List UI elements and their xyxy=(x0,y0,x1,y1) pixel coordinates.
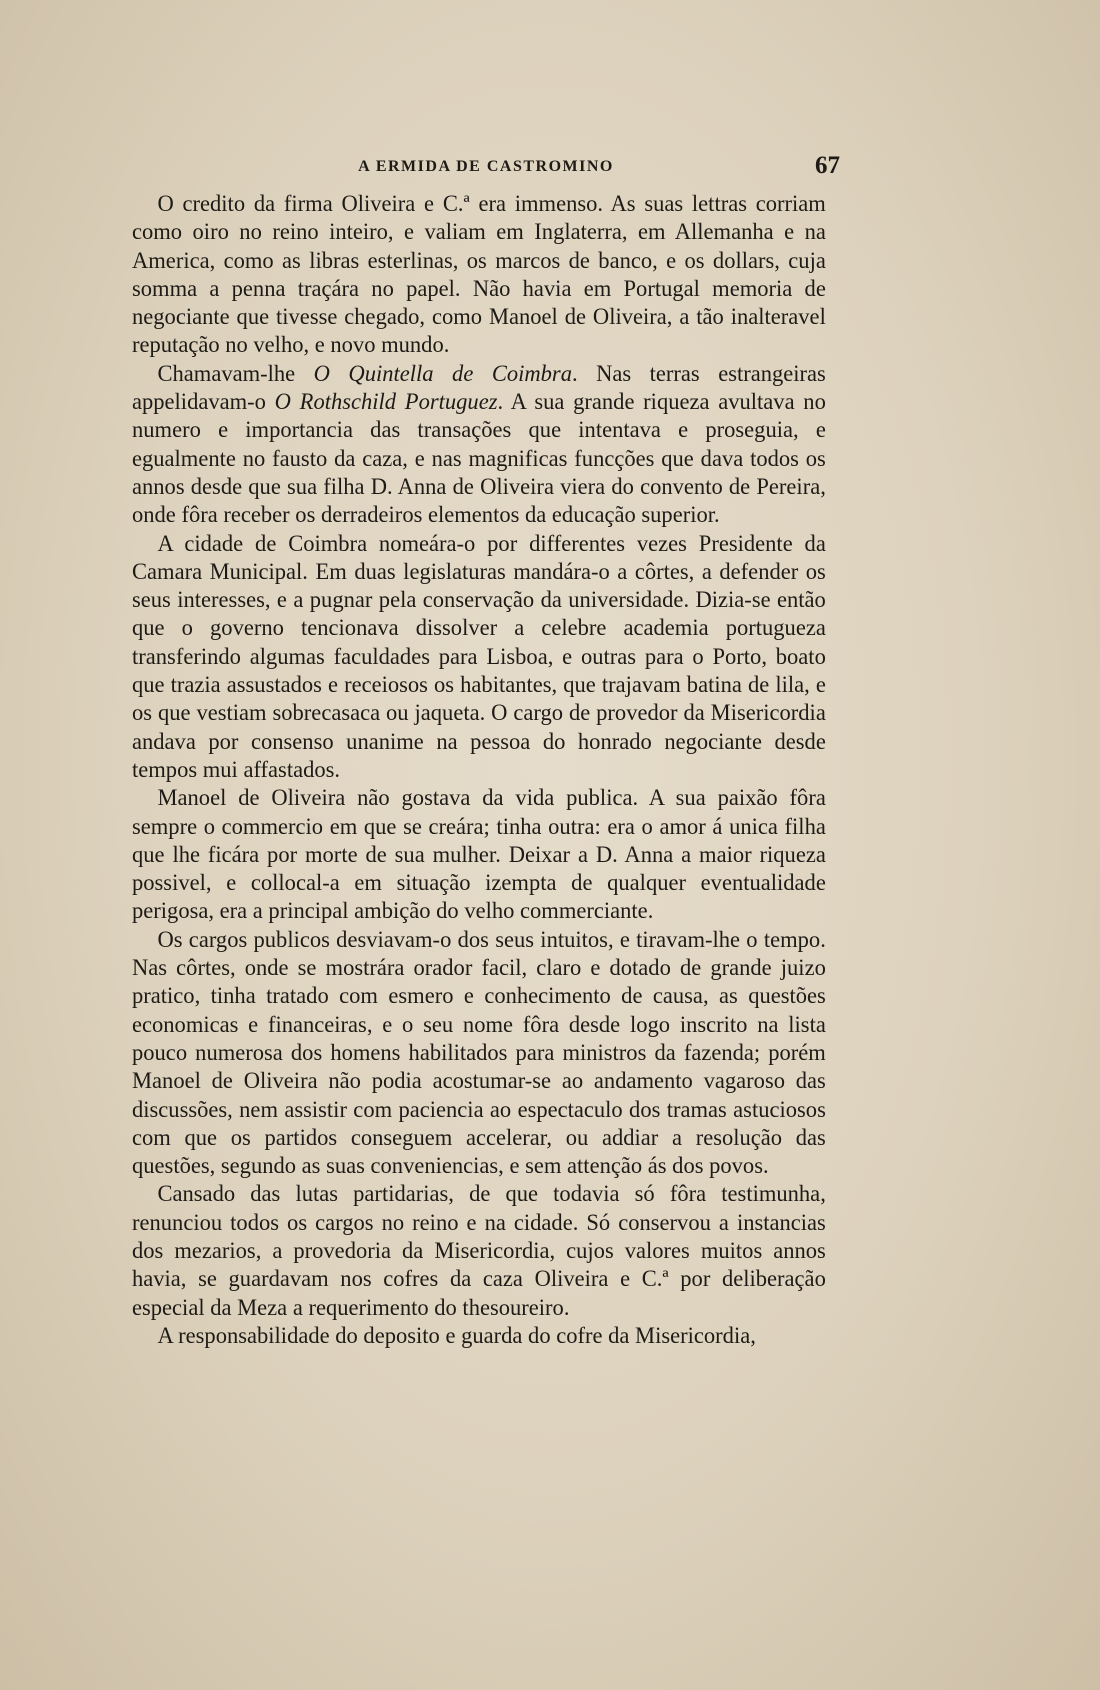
paragraph-text: . A sua grande riqueza avultava no numero e importancia das transações que intentava e proseguia, e egualmente no fausto da caza, e nas magnificas funcções que dava todos os annos desde que sua filha D. Anna de Oliveira viera do convento de Pereira, onde fôra receber os derradeiros elementos da educação superior. xyxy=(132,389,826,528)
body-text xyxy=(132,190,826,1350)
paragraph xyxy=(132,1180,826,1321)
italic-title: O Rothschild Portuguez xyxy=(274,389,498,415)
paragraph xyxy=(132,190,826,360)
page-number: 67 xyxy=(815,152,840,179)
paragraph-text: A responsabilidade do deposito e guarda do cofre da Misericordia, xyxy=(157,1322,756,1348)
paragraph-text: Os cargos publicos desviavam-o dos seus intuitos, e tiravam-lhe o tempo. Nas côrtes, onde se mostrára orador facil, claro e dotado de grande juizo pratico, tinha tratado com esmero e conhecimento de causa, as questões economicas e financeiras, e o seu nome fôra desde logo inscrito na lista pouco numerosa dos homens habilitados para ministros da fazenda; porém Manoel de Oliveira não podia acostumar-se ao andamento vagaroso das discussões, nem assistir com paciencia ao espectaculo dos tramas astuciosos com que os partidos conseguem accelerar, ou addiar a resolução das questões, segundo as suas conveniencias, e sem attenção ás dos povos. xyxy=(132,926,826,1179)
paragraph xyxy=(132,926,826,1181)
paragraph-text: Cansado das lutas partidarias, de que todavia só fôra testimunha, renunciou todos os cargos no reino e na cidade. Só conservou a instancias dos mezarios, a provedoria da Misericordia, cujos valores muitos annos havia, se guardavam nos cofres da caza Oliveira e C.ª por deliberação especial da Meza a requerimento do thesoureiro. xyxy=(132,1181,826,1320)
paragraph-text: Chamavam-lhe xyxy=(157,360,314,386)
paragraph xyxy=(132,530,826,785)
paragraph-text: . Nas terras estrangeiras appelidavam-o xyxy=(132,360,826,415)
paragraph-text: O credito da firma Oliveira e C.ª era immenso. As suas lettras corriam como oiro no reino inteiro, e valiam em Inglaterra, em Allemanha e na America, como as libras esterlinas, os marcos de banco, e os dollars, cuja somma a penna traçára no papel. Não havia em Portugal memoria de negociante que tivesse chegado, como Manoel de Oliveira, a tão inalteravel reputação no velho, e novo mundo. xyxy=(132,191,826,358)
page-header xyxy=(132,152,840,182)
paragraph-text: Manoel de Oliveira não gostava da vida publica. A sua paixão fôra sempre o commercio em que se creára; tinha outra: era o amor á unica filha que lhe ficára por morte de sua mulher. Deixar a D. Anna a maior riqueza possivel, e collocal-a em situação izempta de qualquer eventualidade perigosa, era a principal ambição do velho commerciante. xyxy=(132,785,826,924)
paragraph-text: A cidade de Coimbra nomeára-o por differentes vezes Presidente da Camara Municipal. Em duas legislaturas mandára-o a côrtes, a defender os seus interesses, e a pugnar pela conservação da universidade. Dizia-se então que o governo tencionava dissolver a celebre academia portugueza transferindo algumas faculdades para Lisboa, e outras para o Porto, boato que trazia assustados e receiosos os habitantes, que trajavam batina de lila, e os que vestiam sobrecasaca ou jaqueta. O cargo de provedor da Misericordia andava por consenso unanime na pessoa do honrado negociante desde tempos mui affastados. xyxy=(132,530,826,782)
paragraph xyxy=(132,784,826,925)
running-title: A ERMIDA DE CASTROMINO xyxy=(358,158,614,175)
paragraph xyxy=(132,360,826,530)
italic-title: O Quintella de Coimbra xyxy=(313,360,572,386)
paragraph xyxy=(132,1322,826,1350)
